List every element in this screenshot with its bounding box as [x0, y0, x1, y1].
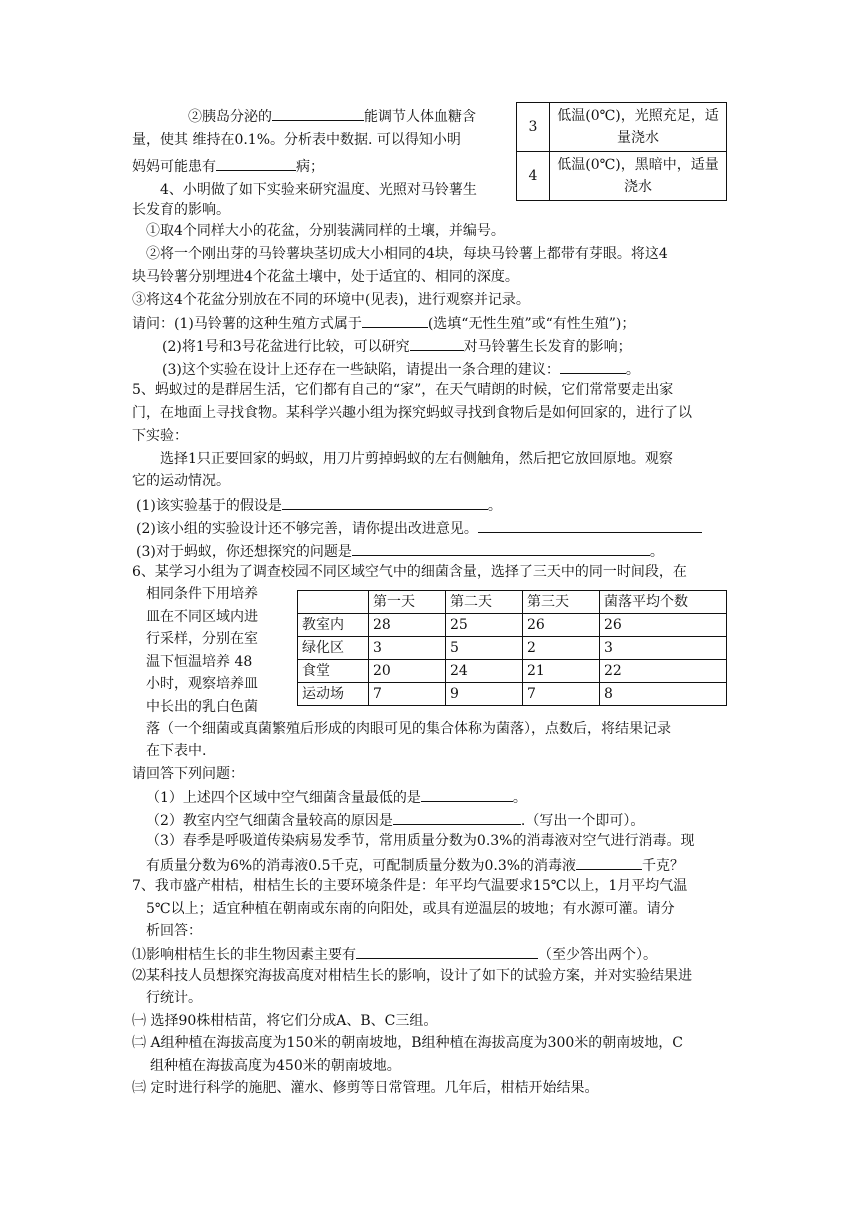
text-line: 行统计。 — [146, 990, 202, 1006]
text-line: (2)将1号和3号花盆进行比较，可以研究 对马铃薯生长发育的影响； — [162, 336, 632, 356]
text-line: 5、蚂蚁过的是群居生活，它们都有自己的“家”，在天气晴朗的时候，它们常常要走出家 — [132, 382, 674, 398]
text-line: 6、某学习小组为了调查校园不同区域空气中的细菌含量，选择了三天中的同一时间段，在 — [132, 564, 687, 580]
table-cell: 3 — [369, 637, 446, 660]
table-cell: 26 — [600, 614, 727, 637]
table-cell: 4 — [517, 152, 550, 201]
text-line: 小时，观察培养皿 — [146, 676, 258, 692]
table-cell: 21 — [523, 660, 600, 683]
table-header-cell — [298, 591, 369, 614]
text-line: 在下表中. — [146, 743, 207, 759]
text-line: 选择1只正要回家的蚂蚁，用刀片剪掉蚂蚁的左右侧触角，然后把它放回原地。观察 — [160, 451, 673, 467]
table-header-cell: 第一天 — [369, 591, 446, 614]
text-line: 长发育的影响。 — [132, 202, 230, 218]
answer-blank — [478, 518, 702, 533]
text-line: ⑵某科技人员想探究海拔高度对柑桔生长的影响，设计了如下的试验方案，并对实验结果进 — [132, 968, 692, 984]
text-line: 中长出的乳白色菌 — [146, 699, 258, 715]
table-row — [298, 683, 727, 706]
table-cell: 28 — [369, 614, 446, 637]
text-line: 块马铃薯分别埋进4个花盆土壤中，处于适宜的、相同的深度。 — [132, 269, 519, 285]
table-row — [298, 660, 727, 683]
text-line: 它的运动情况。 — [132, 473, 230, 489]
table-row — [298, 637, 727, 660]
table-cell: 25 — [446, 614, 523, 637]
text-line: ③将这4个花盆分别放在不同的环境中(见表)，进行观察并记录。 — [132, 292, 530, 308]
text-line: 门，在地面上寻找食物。某科学兴趣小组为探究蚂蚁寻找到食物后是如何回家的，进行了以 — [132, 405, 692, 421]
table-header-cell: 菌落平均个数 — [600, 591, 727, 614]
text-line: ⑴影响柑桔生长的非生物因素主要有 （至少答出两个）。 — [132, 944, 657, 964]
table-cell: 3 — [517, 103, 550, 152]
table-cell: 20 — [369, 660, 446, 683]
answer-blank — [216, 156, 296, 171]
text-line: ①取4个同样大小的花盆，分别装满同样的土壤，并编号。 — [146, 223, 505, 239]
table-header-row — [298, 591, 727, 614]
table-cell: 8 — [600, 683, 727, 706]
text-line: 有质量分数为6%的消毒液0.5千克，可配制质量分数为0.3%的消毒液 千克？ — [146, 855, 684, 875]
answer-blank — [356, 944, 538, 959]
text-line: 皿在不同区域内进 — [146, 609, 258, 625]
table-cell: 运动场 — [298, 683, 369, 706]
bacteria-count-table — [297, 590, 727, 706]
table-cell: 低温(0℃)，黑暗中，适量 浇水 — [550, 152, 727, 201]
text-line: （3）春季是呼吸道传染病易发季节，常用质量分数为0.3%的消毒液对空气进行消毒。现 — [146, 833, 695, 849]
text-line: 落（一个细菌或真菌繁殖后形成的肉眼可见的集合体称为菌落），点数后，将结果记录 — [146, 721, 671, 737]
answer-blank — [352, 541, 650, 556]
table-cell: 食堂 — [298, 660, 369, 683]
table-cell: 7 — [369, 683, 446, 706]
table-cell: 3 — [600, 637, 727, 660]
table-cell: 7 — [523, 683, 600, 706]
text-line: (2)该小组的实验设计还不够完善，请你提出改进意见。 — [136, 518, 702, 538]
text-line: 妈妈可能患有 病； — [132, 156, 324, 176]
answer-blank — [282, 495, 488, 510]
table-cell: 绿化区 — [298, 637, 369, 660]
text-line: (1)该实验基于的假设是 。 — [136, 495, 502, 515]
text-line: 下实验： — [132, 428, 188, 444]
table-row — [517, 152, 727, 201]
text-line: ㈡ A组种植在海拔高度为150米的朝南坡地，B组种植在海拔高度为300米的朝南坡地，C — [132, 1035, 684, 1051]
answer-blank — [393, 810, 521, 825]
text-line: 请回答下列问题： — [132, 766, 244, 782]
text-line: 温下恒温培养 48 — [146, 654, 253, 670]
potato-condition-table — [516, 102, 727, 201]
text-line: 7、我市盛产柑桔，柑桔生长的主要环境条件是：年平均气温要求15℃以上，1月平均气温 — [132, 878, 688, 894]
table-header-cell: 第二天 — [446, 591, 523, 614]
table-header-cell: 第三天 — [523, 591, 600, 614]
text-line: 相同条件下用培养 — [146, 586, 258, 602]
text-line: ②胰岛分泌的 能调节人体血糖含 — [188, 106, 476, 126]
text-line: （2）教室内空气细菌含量较高的原因是 .（写出一个即可）。 — [146, 810, 644, 830]
table-cell: 9 — [446, 683, 523, 706]
text-line: ㈢ 定时进行科学的施肥、灌水、修剪等日常管理。几年后，柑桔开始结果。 — [132, 1080, 599, 1096]
answer-blank — [576, 855, 642, 870]
text-line: 行采样，分别在室 — [146, 631, 258, 647]
answer-blank — [362, 313, 428, 328]
text-line: 5℃以上；适宜种植在朝南或东南的向阳处，或具有逆温层的坡地；有水源可灌。请分 — [146, 901, 675, 917]
table-cell: 教室内 — [298, 614, 369, 637]
answer-blank — [560, 359, 626, 374]
text-line: (3)这个实验在设计上还存在一些缺陷，请提出一条合理的建议： 。 — [162, 359, 640, 379]
text-line: 组种植在海拔高度为450米的朝南坡地。 — [150, 1058, 401, 1074]
table-cell: 26 — [523, 614, 600, 637]
table-cell: 24 — [446, 660, 523, 683]
text-line: 请问：(1)马铃薯的这种生殖方式属于 (选填“无性生殖”或“有性生殖”)； — [132, 313, 635, 333]
text-line: 4、小明做了如下实验来研究温度、光照对马铃薯生 — [160, 182, 477, 198]
table-cell: 22 — [600, 660, 727, 683]
table-row — [298, 614, 727, 637]
table-row — [517, 103, 727, 152]
table-cell: 2 — [523, 637, 600, 660]
table-cell: 5 — [446, 637, 523, 660]
text-line: （1）上述四个区域中空气细菌含量最低的是 。 — [146, 787, 527, 807]
text-line: 量，使其 维持在0.1%。分析表中数据. 可以得知小明 — [132, 132, 461, 148]
answer-blank — [410, 336, 464, 351]
text-line: ②将一个刚出芽的马铃薯块茎切成大小相同的4块，每块马铃薯上都带有芽眼。将这4 — [146, 246, 668, 262]
answer-blank — [272, 106, 364, 121]
text-line: 析回答： — [146, 923, 202, 939]
answer-blank — [421, 787, 513, 802]
text-line: (3)对于蚂蚁，你还想探究的问题是 。 — [136, 541, 664, 561]
table-cell: 低温(0℃)，光照充足，适 量浇水 — [550, 103, 727, 152]
text-line: ㈠ 选择90株柑桔苗，将它们分成A、B、C三组。 — [132, 1013, 438, 1029]
